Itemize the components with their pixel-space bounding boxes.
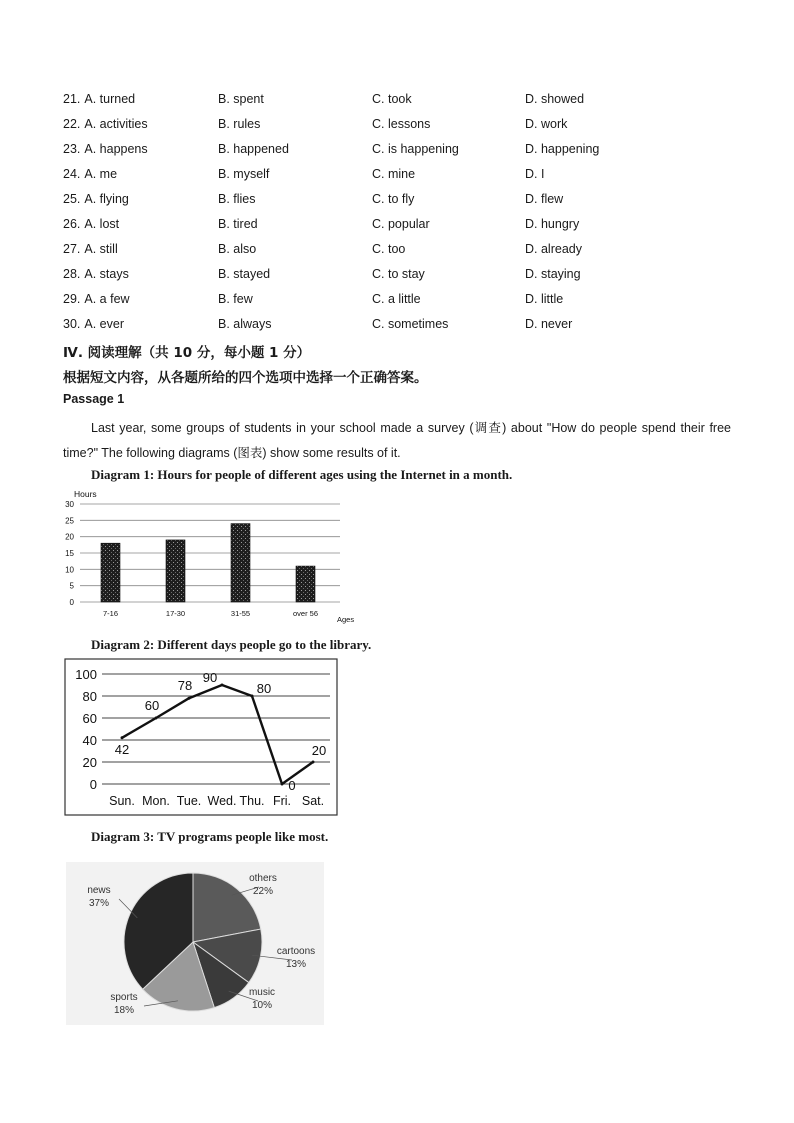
x-tick-label: Thu. xyxy=(239,794,265,808)
slice-name: others xyxy=(249,873,277,884)
question-number: 26. xyxy=(63,217,81,231)
option-b: B. happened xyxy=(218,142,289,156)
bar xyxy=(296,566,315,602)
slice-percent: 18% xyxy=(113,1005,135,1016)
y-tick-label: 30 xyxy=(65,500,74,509)
question-row xyxy=(63,242,743,262)
option-a xyxy=(63,142,148,156)
question-number: 25. xyxy=(63,192,81,206)
question-row xyxy=(63,92,743,112)
diagram-3-pie-chart xyxy=(66,862,326,1027)
option-c: C. too xyxy=(372,242,406,256)
diagram-2-caption: Diagram 2: Different days people go to the library. xyxy=(91,637,372,652)
data-label: 78 xyxy=(177,678,193,694)
slice-name: cartoons xyxy=(276,946,316,957)
data-label: 90 xyxy=(202,670,218,685)
question-row xyxy=(63,292,743,312)
option-a xyxy=(63,267,129,281)
option-a-text: A. happens xyxy=(84,142,148,156)
slice-percent: 22% xyxy=(252,886,274,897)
x-tick-label: over 56 xyxy=(292,609,319,618)
option-c: C. mine xyxy=(372,167,416,181)
option-a xyxy=(63,242,118,256)
option-d: D. already xyxy=(525,242,582,256)
option-c: C. is happening xyxy=(372,142,459,156)
option-d: D. little xyxy=(525,292,564,306)
option-d: D. happening xyxy=(525,142,600,156)
option-d: D. never xyxy=(525,317,573,331)
question-number: 30. xyxy=(63,317,81,331)
option-d: D. work xyxy=(525,117,568,131)
section-heading: Ⅳ. 阅读理解（共 10 分，每小题 1 分） xyxy=(63,345,311,361)
option-d: D. I xyxy=(525,167,545,181)
y-tick-label: 40 xyxy=(82,733,97,748)
option-c: C. popular xyxy=(372,217,430,231)
option-b: B. tired xyxy=(218,217,258,231)
data-point xyxy=(188,697,191,700)
option-d: D. showed xyxy=(525,92,585,106)
data-point xyxy=(121,736,124,739)
data-point xyxy=(155,717,158,720)
question-row xyxy=(63,217,743,237)
bar xyxy=(166,540,185,602)
y-tick-label: 100 xyxy=(75,667,97,682)
diagram-3-caption: Diagram 3: TV programs people like most. xyxy=(91,829,329,844)
option-b: B. stayed xyxy=(218,267,271,281)
option-a xyxy=(63,92,135,106)
question-number: 24. xyxy=(63,167,81,181)
x-tick-label: 31-55 xyxy=(230,609,251,618)
x-tick-label: 7-16 xyxy=(102,609,119,618)
x-tick-label: Sat. xyxy=(301,794,325,808)
option-c: C. to stay xyxy=(372,267,425,281)
option-a-text: A. still xyxy=(84,242,118,256)
data-point xyxy=(221,684,224,687)
x-tick-label: Sun. xyxy=(109,794,135,808)
y-tick-label: 80 xyxy=(82,689,97,704)
option-d: D. flew xyxy=(525,192,564,206)
y-tick-label: 15 xyxy=(65,549,74,558)
data-label: 60 xyxy=(144,698,160,713)
option-c: C. lessons xyxy=(372,117,431,131)
question-row xyxy=(63,192,743,212)
question-row xyxy=(63,317,743,337)
y-tick-label: 0 xyxy=(69,598,74,607)
y-tick-label: 60 xyxy=(82,711,97,726)
question-row xyxy=(63,142,743,162)
chart-frame xyxy=(65,659,337,815)
option-a-text: A. ever xyxy=(84,317,124,331)
question-number: 29. xyxy=(63,292,81,306)
y-tick-label: 5 xyxy=(69,581,74,591)
bar xyxy=(101,543,120,602)
option-b: B. myself xyxy=(218,167,270,181)
option-a-text: A. activities xyxy=(84,117,148,131)
slice-name: music xyxy=(248,987,276,998)
passage-title: Passage 1 xyxy=(63,392,125,406)
data-label: 0 xyxy=(288,778,296,793)
diagram-1-caption: Diagram 1: Hours for people of different ages using the Internet in a month. xyxy=(91,467,513,482)
slice-percent: 37% xyxy=(88,898,110,909)
option-c: C. a little xyxy=(372,292,421,306)
question-row xyxy=(63,267,743,287)
option-b: B. few xyxy=(218,292,253,306)
option-c: C. sometimes xyxy=(372,317,449,331)
diagram-1-bar-chart xyxy=(60,485,360,630)
option-b: B. always xyxy=(218,317,272,331)
question-row xyxy=(63,167,743,187)
option-a xyxy=(63,317,124,331)
y-tick-label: 25 xyxy=(65,516,74,526)
y-tick-label: 20 xyxy=(65,532,74,542)
option-b: B. flies xyxy=(218,192,256,206)
question-number: 28. xyxy=(63,267,81,281)
x-tick-label: Wed. xyxy=(207,794,237,808)
data-point xyxy=(312,761,315,764)
option-a-text: A. me xyxy=(84,167,118,181)
option-a xyxy=(63,117,148,131)
question-number: 27. xyxy=(63,242,81,256)
option-b: B. spent xyxy=(218,92,264,106)
data-point xyxy=(281,783,284,786)
y-tick-label: 10 xyxy=(65,565,74,575)
slice-percent: 10% xyxy=(251,1000,273,1011)
option-a-text: A. lost xyxy=(84,217,120,231)
y-tick-label: 0 xyxy=(89,777,97,792)
bar xyxy=(231,524,250,602)
question-number: 21. xyxy=(63,92,81,106)
y-axis-label: Hours xyxy=(74,489,97,499)
option-c: C. took xyxy=(372,92,412,106)
x-tick-label: Fri. xyxy=(272,794,292,808)
x-tick-label: Tue. xyxy=(176,794,202,808)
x-tick-label: 17-30 xyxy=(165,609,186,618)
option-a-text: A. a few xyxy=(84,292,130,306)
option-c: C. to fly xyxy=(372,192,415,206)
section-instruction: 根据短文内容，从各题所给的四个选项中选择一个正确答案。 xyxy=(63,370,428,386)
option-a xyxy=(63,192,129,206)
y-tick-label: 20 xyxy=(82,755,97,770)
option-a xyxy=(63,292,130,306)
data-label: 42 xyxy=(114,741,130,757)
x-tick-label: Mon. xyxy=(142,794,170,808)
option-b: B. also xyxy=(218,242,257,256)
slice-name: news xyxy=(87,885,111,896)
option-a-text: A. turned xyxy=(84,92,136,106)
data-point xyxy=(251,695,254,698)
option-a xyxy=(63,167,117,181)
question-row xyxy=(63,117,743,137)
option-d: D. hungry xyxy=(525,217,580,231)
slice-name: sports xyxy=(110,992,138,1003)
option-a-text: A. stays xyxy=(84,267,129,281)
option-b: B. rules xyxy=(218,117,261,131)
data-label: 20 xyxy=(311,743,327,758)
option-a-text: A. flying xyxy=(84,192,129,206)
question-number: 23. xyxy=(63,142,81,156)
question-number: 22. xyxy=(63,117,81,131)
x-axis-label: Ages xyxy=(337,615,355,624)
passage-text: Last year, some groups of students in your school made a survey (调查) about "How do people spend their free time?" The following diagrams (图表) show some results of it. xyxy=(63,421,731,460)
slice-percent: 13% xyxy=(285,959,307,970)
data-label: 80 xyxy=(256,681,272,696)
diagram-2-line-chart xyxy=(64,658,340,818)
option-a xyxy=(63,217,119,231)
option-d: D. staying xyxy=(525,267,581,281)
